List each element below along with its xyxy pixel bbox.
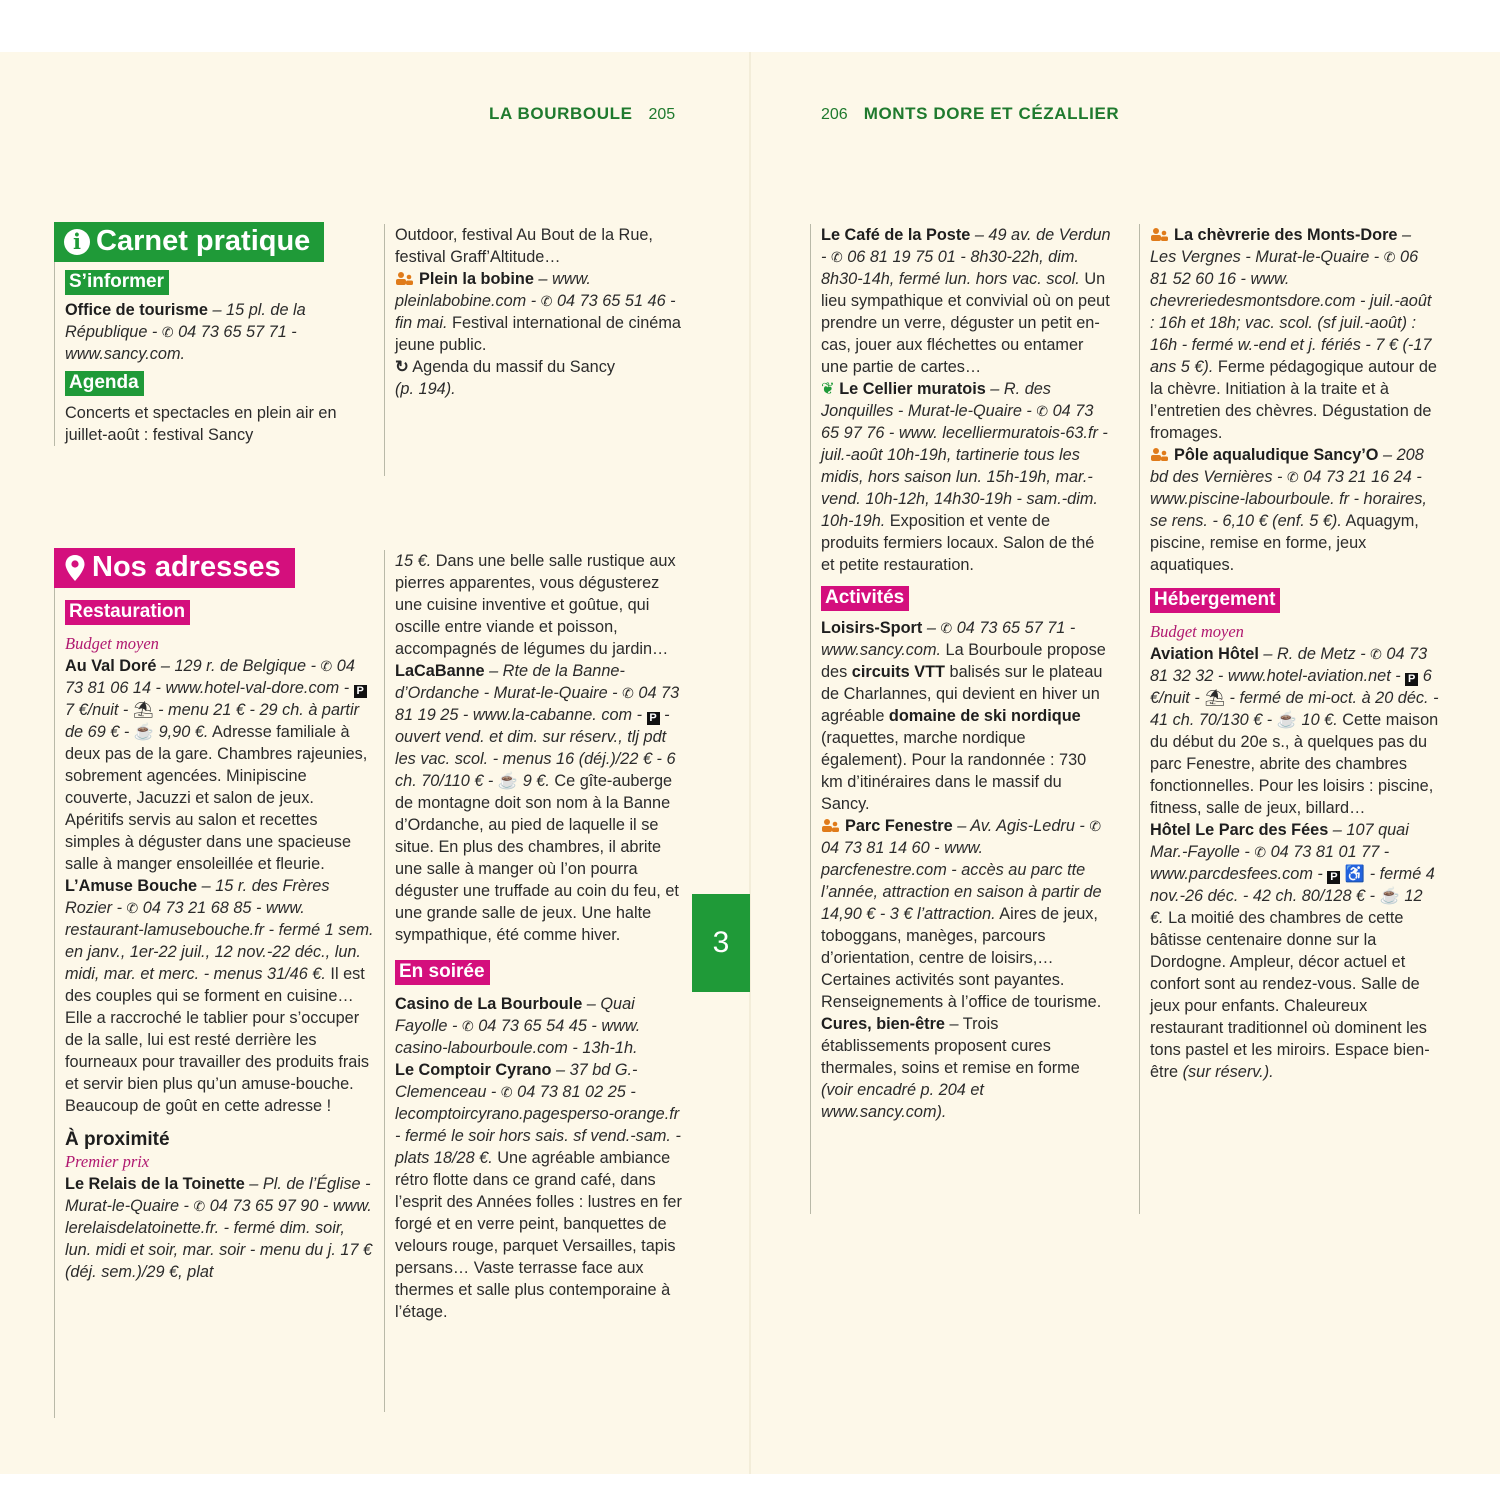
pole-aqualudique-name: Pôle aqualudique Sancy’O [1174,446,1379,464]
cyrano-address: – 37 bd G.-Clemenceau - [395,1061,638,1101]
cellier-info: 04 73 65 97 76 - www. lecelliermuratois-63.fr - juil.-août 10h-19h, tartinerie tous les midis, hors saison lun. 15h-19h, mar.-vend. 10h-12h, 14h30-19h - sam.-dim. 10h-19h. [821,402,1108,530]
right-column-2 [1139,224,1440,1214]
bobine-name: Plein la bobine [419,270,534,288]
circuits-vtt: circuits VTT [851,663,945,681]
en-soiree-label: En soirée [395,960,490,985]
carnet-body [54,262,374,446]
amuse-bouche-name: L’Amuse Bouche [65,877,198,895]
loisirs-text-3: (raquettes, marche nordique également). Pour la randonnée : 730 km d’itinéraires dans le massif du Sancy. [821,729,1087,813]
cabanne-text: Ce gîte-auberge de montagne doit son nom à la Banne d’Ordanche, au pied de laquelle il se situe. En plus des chambres, il abrite une salle à manger où l’on pourra déguster une truffade au coin du feu, et une grande salle de jeux. Une halte sympathique, été comme hiver. [395,772,679,944]
phone-icon: ✆ [830,249,843,265]
right-column-1 [810,224,1111,1214]
parking-icon: P [1327,871,1340,884]
parc-des-fees-contact: 04 73 81 01 77 - www.parcdesfees.com - [1150,843,1390,883]
val-dore-text: Adresse familiale à deux pas de la gare. Chambres rajeunies, sobrement agencées. Minipiscine couverte, Jacuzzi et salon de jeux. Apéritifs servis au salon et recettes simples à déguster dans une spacieuse salle à manger ensoleillée et fleurie. [65,723,368,873]
cafe-poste-address: – 49 av. de Verdun - [821,226,1111,266]
amuse-bouche-text: Il est des couples qui se forment en cuisine… Elle a raccroché le tablier pour s’occuper de la salle, lui est resté derrière les fourneaux pour travailler des produits frais et servir bien plus qu’un amuse-bouche. Beaucoup de goût en cette adresse ! [65,965,370,1115]
breakfast-icon: ☕ [497,772,519,790]
val-dore-name: Au Val Doré [65,657,157,675]
val-dore-address: – 129 r. de Belgique - [156,657,321,675]
parc-fenestre-address: – Av. Agis-Ledru - [952,817,1090,835]
cafe-poste-entry [821,224,1111,378]
nos-adresses-header [54,548,295,588]
aviation-hotel-name: Aviation Hôtel [1150,645,1259,663]
phone-icon: ✆ [1254,844,1267,860]
chevrerie-entry [1150,224,1440,444]
cabanne-name: LaCaBanne [395,662,485,680]
val-dore-prices: - menu 21 € - 29 ch. à partir de 69 € - [65,701,359,741]
aviation-hotel-parking: 6 €/nuit - [1150,667,1432,707]
chevrerie-info: 06 81 52 60 16 - www. chevreriedesmontsdore.com - juil.-août : 16h et 18h; vac. scol. (sf juil.-août) : 16h - fermé w.-end et j. fériés - 7 € (-17 ans 5 €). [1150,248,1432,376]
aviation-hotel-address: – R. de Metz - [1258,645,1371,663]
parking-icon: P [647,712,660,725]
casino-info: 04 73 65 54 45 - www. casino-labourboule.com - 13h-1h. [395,1017,641,1057]
bobine-entry [395,268,685,356]
toinette-name: Le Relais de la Toinette [65,1175,245,1193]
parc-des-fees-name: Hôtel Le Parc des Fées [1150,821,1329,839]
leaf-icon: ❦ [821,380,835,398]
budget-moyen-label: Budget moyen [65,634,159,653]
aviation-hotel-text: Cette maison du début du 20e s., à quelques pas du parc Fenestre, abrite des chambres fonctionnelles. Pour les loisirs : piscine, fitness, salle de jeux, billard… [1150,711,1439,817]
location-pin-icon [64,554,86,582]
phone-icon: ✆ [1286,469,1299,485]
bobine-web: – www. pleinlabobine.com - [395,270,591,310]
accessibility-icon: ♿ [1344,865,1366,883]
cafe-poste-text: Un lieu sympathique et convivial où on peut prendre un verre, déguster un petit en-cas, jouer aux fléchettes ou entamer une partie de cartes… [821,270,1110,376]
pole-aqualudique-entry [1150,444,1440,576]
loisirs-sport-entry [821,617,1111,815]
parc-fenestre-entry [821,815,1111,1013]
cyrano-entry [395,1059,685,1323]
toinette-price: 15 €. [395,552,432,570]
bobine-phone: 04 73 65 51 46 - fin mai. [395,292,676,332]
casino-entry [395,993,685,1059]
carnet-pratique-header [54,222,324,262]
carnet-pratique-section [54,222,374,446]
phone-icon: ✆ [1036,403,1049,419]
cellier-address: – R. des Jonquilles - Murat-le-Quaire - [821,380,1051,420]
budget-moyen-label-2: Budget moyen [1150,622,1244,641]
toinette-info: 04 73 65 97 90 - www. lerelaisdelatoinette.fr. - fermé dim. soir, lun. midi et soir, mar. soir - menu du j. 17 € (déj. sem.)/29 €, plat [65,1197,373,1281]
book-spread [0,52,1500,1474]
aviation-hotel-contact: 04 73 81 32 32 - www.hotel-aviation.net - [1150,645,1428,685]
phone-icon: ✆ [500,1084,513,1100]
toinette-address: – Pl. de l’Église - Murat-le-Quaire - [65,1175,371,1215]
parc-fenestre-text: Aires de jeux, toboggans, manèges, parcours d’orientation, centre de loisirs,… Certaines activités sont payantes. Renseignements à l’office de tourisme. [821,905,1102,1011]
parc-fenestre-name: Parc Fenestre [845,817,953,835]
phone-icon: ✆ [1370,646,1382,662]
right-page-number: 206 [821,106,848,123]
right-section-title: MONTS DORE ET CÉZALLIER [863,104,1120,123]
loisirs-text-1: La Bourboule propose des [821,641,1106,681]
phone-icon: ✆ [940,620,953,636]
cafe-poste-info: 06 81 19 75 01 - 8h30-22h, dim. 8h30-14h, fermé lun. hors vac. scol. [821,248,1080,288]
activites-label: Activités [821,586,909,611]
agenda-continued [384,224,685,476]
office-entry [65,299,374,365]
loisirs-sport-info: 04 73 65 57 71 - www.sancy.com. [821,619,1076,659]
crossref-icon: ↻ [395,358,409,376]
left-page-number: 205 [648,106,676,123]
family-icon [395,271,415,285]
massif-text: Agenda du massif du Sancy [412,358,616,376]
info-icon: i [64,229,90,255]
phone-icon: ✆ [461,1018,474,1034]
office-address: – 15 pl. de la République - [65,301,306,341]
cabanne-contact: 04 73 81 19 25 - www.la-cabanne. com - [395,684,680,724]
toinette-entry [65,1173,374,1283]
hebergement-label: Hébergement [1150,588,1280,613]
premier-prix-label: Premier prix [65,1152,150,1171]
family-icon [821,818,841,832]
parking-icon: P [354,685,367,698]
left-running-head [489,104,675,124]
loisirs-sport-name: Loisirs-Sport [821,619,923,637]
pool-icon: ⛱ [1204,689,1225,707]
val-dore-breakfast: 9,90 €. [154,723,209,741]
casino-name: Casino de La Bourboule [395,995,583,1013]
amuse-bouche-address: – 15 r. des Frères Rozier - [65,877,330,917]
bobine-text: Festival international de cinéma jeune public. [395,314,681,354]
cabanne-entry [395,660,685,946]
casino-address: – Quai Fayolle - [395,995,635,1035]
carnet-title: Carnet pratique [96,225,311,257]
breakfast-icon: ☕ [1276,711,1298,729]
pole-aqualudique-address: – 208 bd des Vernières - [1150,446,1424,486]
parc-des-fees-breakfast: 12 €. [1150,887,1423,927]
aviation-hotel-breakfast: 10 €. [1297,711,1338,729]
parc-des-fees-text: La moitié des chambres de cette bâtisse centenaire donne sur la Dordogne. Ampleur, décor actuel et confort sont au rendez-vous. Salle de jeux pour enfants. Chaleureux restaurant traditionnel où dominent les tons pastel et les miroirs. Espace bien-être [1150,909,1430,1081]
cures-name: Cures, bien-être [821,1015,945,1033]
parc-des-fees-entry [1150,819,1440,1083]
cabanne-info: - ouvert vend. et dim. sur réserv., tlj pdt les vac. scol. - menus 16 (déj.)/22 € - 6 ch. 70/110 € - [395,706,676,790]
informer-label: S’informer [65,270,169,295]
office-name: Office de tourisme [65,301,208,319]
chevrerie-text: Ferme pédagogique autour de la chèvre. Initiation à la traite et à l’entretien des chèvres. Dégustation de fromages. [1150,358,1437,442]
loisirs-text-2: balisés sur le plateau de Charlannes, qui devient en hiver un agréable [821,663,1103,725]
nos-adresses-title: Nos adresses [92,551,281,583]
amuse-bouche-entry [65,875,374,1117]
cellier-name: Le Cellier muratois [839,380,986,398]
ski-nordique: domaine de ski nordique [888,707,1081,725]
loisirs-sport-separator: – [922,619,941,637]
breakfast-icon: ☕ [1379,887,1400,905]
val-dore-entry [65,655,374,875]
val-dore-parking: 7 €/nuit - [65,701,133,719]
pole-aqualudique-info: 04 73 21 16 24 - www.piscine-labourboule. fr - horaires, se rens. - 6,10 € (enf. 5 €). [1150,468,1427,530]
restauration-body [54,588,374,1418]
cafe-poste-name: Le Café de la Poste [821,226,971,244]
phone-icon: ✆ [193,1198,206,1214]
cyrano-name: Le Comptoir Cyrano [395,1061,552,1079]
phone-icon: ✆ [1089,818,1102,834]
parc-fenestre-info: 04 73 81 14 60 - www. parcfenestre.com - accès au parc tte l’année, attraction en saison à partir de 14,90 € - 3 € l’attraction. [821,839,1102,923]
pole-aqualudique-text: Aquagym, piscine, remise en forme, jeux aquatiques. [1150,512,1419,574]
aviation-hotel-prices: - fermé de mi-oct. à 20 déc. - 41 ch. 70/130 € - [1150,689,1439,729]
parc-des-fees-address: – 107 quai Mar.-Fayolle - [1150,821,1409,861]
left-section-title: LA BOURBOULE [489,104,633,123]
agenda-text: Concerts et spectacles en plein air en juillet-août : festival Sancy [65,404,337,444]
cures-ref: (voir encadré p. 204 et www.sancy.com). [821,1081,984,1121]
chevrerie-name: La chèvrerie des Monts-Dore [1174,226,1398,244]
parking-icon: P [1405,673,1418,686]
chevrerie-address: – Les Vergnes - Murat-le-Quaire - [1150,226,1412,266]
cabanne-breakfast: 9 €. [518,772,550,790]
agenda-label: Agenda [65,371,144,396]
adresses-column-2 [384,550,685,1412]
family-icon [1150,227,1170,241]
toinette-continued [395,550,685,660]
proximite-heading: À proximité [65,1129,170,1150]
amuse-bouche-info: 04 73 21 68 85 - www. restaurant-lamusebouche.fr - fermé 1 sem. en janv., 1er-22 juil., 12 nov.-22 déc., lun. midi, mar. et merc. - menus 31/46 €. [65,899,374,983]
cabanne-address: – Rte de la Banne-d’Ordanche - Murat-le-Quaire - [395,662,625,702]
val-dore-contact: 04 73 81 06 14 - www.hotel-val-dore.com - [65,657,355,697]
right-running-head [821,104,1119,124]
phone-icon: ✆ [1383,249,1396,265]
parc-des-fees-info: - fermé 4 nov.-26 déc. - 42 ch. 80/128 € - [1150,865,1435,905]
parc-des-fees-ref: (sur réserv.). [1182,1063,1274,1081]
restauration-label: Restauration [65,600,190,625]
family-icon [1150,447,1170,461]
chapter-tab: 3 [692,894,750,992]
phone-icon: ✆ [540,293,553,309]
cures-entry [821,1013,1111,1123]
massif-entry [395,356,685,400]
gutter [749,52,751,1474]
office-phone: 04 73 65 57 71 - www.sancy.com. [65,323,297,363]
toinette-text: Dans une belle salle rustique aux pierres apparentes, vous dégusterez une cuisine inventive et goûtue, qui oscille entre viande et poisson, accompagnés de légumes du jardin… [395,552,676,658]
cures-text: – Trois établissements proposent cures thermales, soins et remise en forme [821,1015,1080,1077]
phone-icon: ✆ [126,900,139,916]
aviation-hotel-entry [1150,643,1440,819]
massif-ref: (p. 194). [395,380,456,398]
phone-icon: ✆ [622,685,634,701]
cyrano-text: Une agréable ambiance rétro flotte dans ce grand café, dans l’esprit des Années folles : lustres en fer forgé et en verre peint, banquettes de velours rouge, parquet Versailles, tapis persans… Vaste terrasse face aux thermes et salle plus contemporaine à l’étage. [395,1149,682,1321]
phone-icon: ✆ [161,324,174,340]
pool-icon: ⛱ [132,701,154,719]
cyrano-info: 04 73 81 02 25 - lecomptoircyrano.pagesperso-orange.fr - fermé le soir hors sais. sf vend.-sam. - plats 18/28 €. [395,1083,681,1167]
cellier-entry [821,378,1111,576]
breakfast-icon: ☕ [133,723,155,741]
phone-icon: ✆ [320,658,333,674]
cellier-text: Exposition et vente de produits fermiers locaux. Salon de thé et petite restauration. [821,512,1095,574]
nos-adresses-section [54,548,374,1418]
agenda-continued-text: Outdoor, festival Au Bout de la Rue, festival Graff’Altitude… [395,226,653,266]
